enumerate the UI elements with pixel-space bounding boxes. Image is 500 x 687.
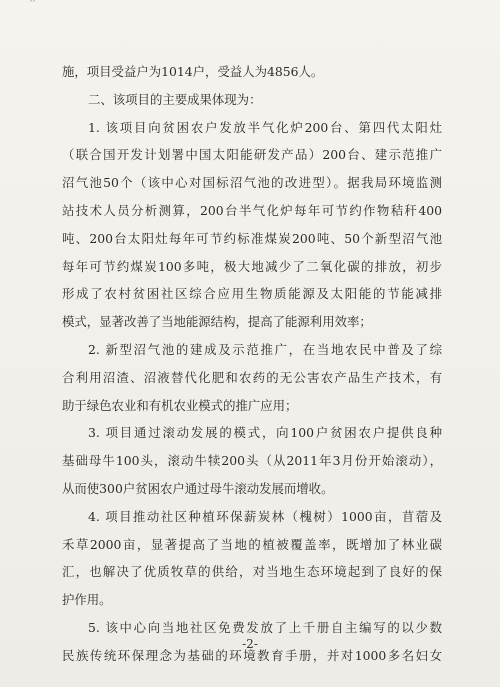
text-line: 施，项目受益户为1014户，受益人为4856人。 [62, 64, 324, 79]
text-line: 汇，也解决了优质牧草的供给，对当地生态环境起到了良好的保 [62, 564, 442, 580]
text-line: （联合国开发计划署中国太阳能研发产品）200台、建示范推广 [62, 147, 442, 163]
text-line: 基础母牛100头，滚动牛犊200头（从2011年3月份开始滚动）， [62, 453, 442, 469]
text-line: 禾草2000亩，显著提高了当地的植被覆盖率，既增加了林业碳 [62, 536, 442, 552]
text-line: 沼气池50个（该中心对国标沼气池的改进型）。据我局环境监测 [62, 175, 442, 191]
text-line: 从而使300户贫困农户通过母牛滚动发展而增收。 [62, 480, 334, 496]
body-text [62, 58, 442, 670]
corner-mark: ′′ [30, 0, 37, 10]
text-line: 合利用沼渣、沼液替代化肥和农药的无公害农产品生产技术，有 [62, 369, 442, 385]
text-line: 4. 项目推动社区种植环保薪炭林（槐树）1000亩，苜蓿及 [88, 508, 442, 524]
text-line: 站技术人员分析测算，200台半气化炉每年可节约作物秸秆400 [62, 202, 442, 218]
text-line: 护作用。 [62, 592, 112, 608]
page-number: -2- [242, 637, 258, 651]
text-line: 吨、200台太阳灶每年可节约标准煤炭200吨、50个新型沼气池 [62, 230, 442, 246]
text-line: 助于绿色农业和有机农业模式的推广应用； [62, 397, 298, 413]
text-line: 1. 该项目向贫困农户发放半气化炉200台、第四代太阳灶 [88, 119, 442, 135]
text-line: 每年可节约煤炭100多吨，极大地减少了二氧化碳的排放，初步 [62, 258, 442, 274]
text-line: 3. 项目通过滚动发展的模式，向100户贫困农户提供良种 [88, 425, 442, 441]
text-line: 二、该项目的主要成果体现为： [88, 91, 262, 107]
text-line: 形成了农村贫困社区综合应用生物质能源及太阳能的节能减排 [62, 286, 442, 302]
text-line: 2. 新型沼气池的建成及示范推广，在当地农民中普及了综 [88, 341, 442, 357]
text-line: 模式，显著改善了当地能源结构，提高了能源利用效率； [62, 314, 372, 330]
text-line: 5. 该中心向当地社区免费发放了上千册自主编写的以少数 [88, 619, 442, 635]
text-line: 民族传统环保理念为基础的环境教育手册，并对1000多名妇女 [62, 647, 442, 663]
